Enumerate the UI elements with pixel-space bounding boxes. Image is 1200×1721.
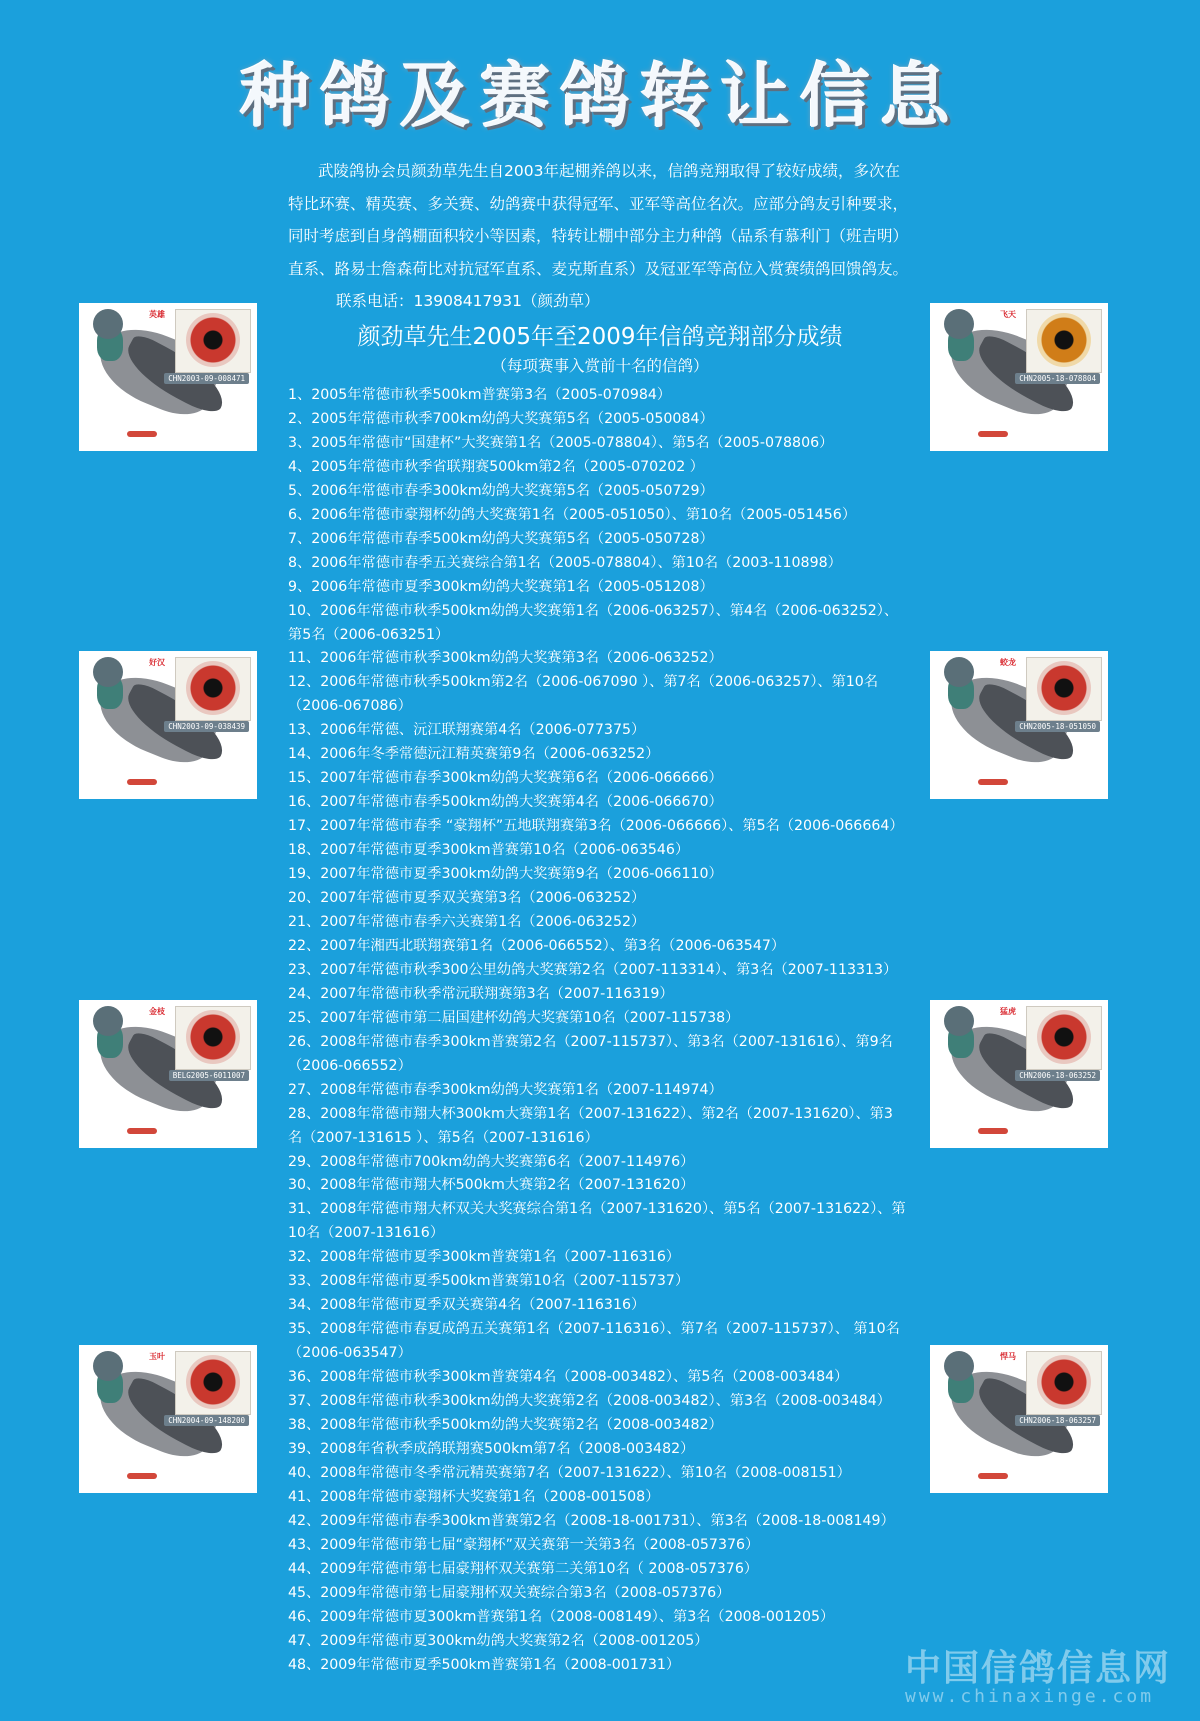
eye-photo	[175, 657, 251, 721]
iris-icon	[186, 1010, 240, 1064]
result-item: 17、2007年常德市春季 “豪翔杯”五地联翔赛第3名（2006-066666）、第5名（2006-066664）	[288, 818, 904, 835]
pigeon-card	[79, 303, 257, 451]
contact-phone: 联系电话：13908417931（颜劲草）	[336, 292, 600, 310]
result-item: 32、2008年常德市夏季300km普赛第1名（2007-116316）	[288, 1249, 681, 1266]
result-item: 38、2008年常德市秋季500km幼鸽大奖赛第2名（2008-003482）	[288, 1416, 723, 1433]
pigeon-name: 金枝	[149, 1007, 165, 1016]
pigeon-card	[930, 1345, 1108, 1493]
result-item: 9、2006年常德市夏季300km幼鸽大奖赛第1名（2005-051208）	[288, 578, 714, 595]
result-item: 5、2006年常德市春季300km幼鸽大奖赛第5名（2005-050729）	[288, 482, 714, 499]
iris-icon	[1037, 1010, 1091, 1064]
result-item: 47、2009年常德市夏300km幼鸽大奖赛第2名（2008-001205）	[288, 1632, 709, 1649]
result-item: 7、2006年常德市春季500km幼鸽大奖赛第5名（2005-050728）	[288, 530, 714, 547]
pigeon-name: 猛虎	[1000, 1007, 1016, 1016]
eye-photo	[1026, 657, 1102, 721]
result-item: 29、2008年常德市700km幼鸽大奖赛第6名（2007-114976）	[288, 1153, 695, 1170]
result-item: 3、2005年常德市“国建杯”大奖赛第1名（2005-078804）、第5名（2005-078806）	[288, 434, 834, 451]
result-item: 6、2006年常德市豪翔杯幼鸽大奖赛第1名（2005-051050）、第10名（2005-051456）	[288, 506, 857, 523]
result-item: 28、2008年常德市翔大杯300km大赛第1名（2007-131622）、第2名（2007-131620）、第3名（2007-131615 ）、第5名（2007-131616）	[288, 1105, 893, 1146]
pigeon-card	[930, 303, 1108, 451]
result-item: 46、2009年常德市夏300km普赛第1名（2008-008149）、第3名（2008-001205）	[288, 1608, 835, 1625]
ring-number: CHN2005-18-051050	[1015, 721, 1100, 732]
result-item: 19、2007年常德市夏季300km幼鸽大奖赛第9名（2006-066110）	[288, 866, 723, 883]
pigeon-card	[79, 1345, 257, 1493]
result-item: 12、2006年常德市秋季500km第2名（2006-067090 ）、第7名（2006-063257）、第10名（2006-067086）	[288, 674, 879, 715]
result-item: 15、2007年常德市春季300km幼鸽大奖赛第6名（2006-066666）	[288, 770, 723, 787]
ring-number: CHN2006-18-063252	[1015, 1070, 1100, 1081]
iris-icon	[1037, 1355, 1091, 1409]
pigeon-name: 蛟龙	[1000, 658, 1016, 667]
ring-number: CHN2006-18-063257	[1015, 1415, 1100, 1426]
iris-icon	[186, 313, 240, 367]
pigeon-feet-icon	[978, 1128, 1008, 1134]
result-item: 34、2008年常德市夏季双关赛第4名（2007-116316）	[288, 1297, 646, 1314]
pigeon-name: 悍马	[1000, 1352, 1016, 1361]
pigeon-head-icon	[93, 657, 123, 687]
result-item: 42、2009年常德市春季300km普赛第2名（2008-18-001731）、第3名（2008-18-008149）	[288, 1512, 895, 1529]
result-item: 39、2008年省秋季成鸽联翔赛500km第7名（2008-003482）	[288, 1440, 695, 1457]
result-item: 44、2009年常德市第七届豪翔杯双关赛第二关第10名（ 2008-057376）	[288, 1560, 759, 1577]
pigeon-feet-icon	[978, 779, 1008, 785]
poster-title: 种鸽及赛鸽转让信息	[240, 55, 960, 137]
eye-photo	[1026, 309, 1102, 373]
iris-icon	[186, 661, 240, 715]
result-item: 48、2009年常德市夏季500km普赛第1名（2008-001731）	[288, 1656, 681, 1673]
pigeon-head-icon	[944, 657, 974, 687]
result-item: 14、2006年冬季常德沅江精英赛第9名（2006-063252）	[288, 746, 660, 763]
ring-number: CHN2003-09-008471	[164, 373, 249, 384]
pigeon-card	[79, 651, 257, 799]
result-item: 23、2007年常德市秋季300公里幼鸽大奖赛第2名（2007-113314）、第3名（2007-113313）	[288, 961, 898, 978]
pigeon-name: 好汉	[149, 658, 165, 667]
pigeon-head-icon	[944, 1006, 974, 1036]
ring-number: BELG2005-6011007	[169, 1070, 249, 1081]
pigeon-head-icon	[93, 1006, 123, 1036]
result-item: 35、2008年常德市春夏成鸽五关赛第1名（2007-116316）、第7名（2007-115737）、 第10名（2006-063547）	[288, 1321, 900, 1362]
eye-photo	[1026, 1351, 1102, 1415]
pigeon-head-icon	[944, 1351, 974, 1381]
result-item: 40、2008年常德市冬季常沅精英赛第7名（2007-131622）、第10名（2008-008151）	[288, 1464, 851, 1481]
result-item: 33、2008年常德市夏季500km普赛第10名（2007-115737）	[288, 1273, 690, 1290]
result-item: 21、2007年常德市春季六关赛第1名（2006-063252）	[288, 913, 646, 930]
pigeon-card	[79, 1000, 257, 1148]
iris-icon	[186, 1355, 240, 1409]
iris-icon	[1037, 313, 1091, 367]
pigeon-head-icon	[944, 309, 974, 339]
pigeon-name: 飞天	[1000, 310, 1016, 319]
pigeon-feet-icon	[978, 1473, 1008, 1479]
result-item: 22、2007年湘西北联翔赛第1名（2006-066552）、第3名（2006-063547）	[288, 937, 786, 954]
result-item: 43、2009年常德市第七届“豪翔杯”双关赛第一关第3名（2008-057376）	[288, 1536, 760, 1553]
result-item: 2、2005年常德市秋季700km幼鸽大奖赛第5名（2005-050084）	[288, 410, 714, 427]
pigeon-feet-icon	[127, 1128, 157, 1134]
results-list	[288, 384, 906, 1677]
result-item: 26、2008年常德市春季300km普赛第2名（2007-115737）、第3名（2007-131616）、第9名（2006-066552）	[288, 1033, 893, 1074]
result-item: 30、2008年常德市翔大杯500km大赛第2名（2007-131620）	[288, 1177, 695, 1194]
eye-photo	[175, 1351, 251, 1415]
result-item: 36、2008年常德市秋季300km普赛第4名（2008-003482）、第5名（2008-003484）	[288, 1369, 849, 1386]
pigeon-card	[930, 1000, 1108, 1148]
iris-icon	[1037, 661, 1091, 715]
intro-paragraph	[288, 155, 908, 318]
result-item: 41、2008年常德市豪翔杯大奖赛第1名（2008-001508）	[288, 1488, 660, 1505]
result-item: 31、2008年常德市翔大杯双关大奖赛综合第1名（2007-131620）、第5名（2007-131622）、第10名（2007-131616）	[288, 1201, 906, 1242]
ring-number: CHN2005-18-078804	[1015, 373, 1100, 384]
result-item: 37、2008年常德市秋季300km幼鸽大奖赛第2名（2008-003482）、第3名（2008-003484）	[288, 1393, 891, 1410]
result-item: 45、2009年常德市第七届豪翔杯双关赛综合第3名（2008-057376）	[288, 1584, 731, 1601]
result-item: 10、2006年常德市秋季500km幼鸽大奖赛第1名（2006-063257）、第4名（2006-063252）、第5名（2006-063251）	[288, 602, 899, 643]
result-item: 27、2008年常德市春季300km幼鸽大奖赛第1名（2007-114974）	[288, 1081, 723, 1098]
pigeon-feet-icon	[127, 779, 157, 785]
result-item: 18、2007年常德市夏季300km普赛第10名（2006-063546）	[288, 842, 690, 859]
eye-photo	[175, 309, 251, 373]
result-item: 13、2006年常德、沅江联翔赛第4名（2006-077375）	[288, 722, 646, 739]
pigeon-head-icon	[93, 1351, 123, 1381]
pigeon-feet-icon	[978, 431, 1008, 437]
eye-photo	[175, 1006, 251, 1070]
intro-text: 武陵鸽协会员颜劲草先生自2003年起棚养鸽以来，信鸽竞翔取得了较好成绩，多次在特比环赛、精英赛、多关赛、幼鸽赛中获得冠军、亚军等高位名次。应部分鸽友引种要求，同时考虑到自身鸽棚面积较小等因素，特转让棚中部分主力种鸽（品系有慕利门（班吉明）直系、路易士詹森荷比对抗冠军直系、麦克斯直系）及冠亚军等高位入赏赛绩鸽回馈鸽友。	[288, 162, 909, 278]
result-item: 24、2007年常德市秋季常沅联翔赛第3名（2007-116319）	[288, 985, 674, 1002]
result-item: 11、2006年常德市秋季300km幼鸽大奖赛第3名（2006-063252）	[288, 650, 723, 667]
pigeon-feet-icon	[127, 431, 157, 437]
pigeon-head-icon	[93, 309, 123, 339]
result-item: 20、2007年常德市夏季双关赛第3名（2006-063252）	[288, 890, 646, 907]
pigeon-feet-icon	[127, 1473, 157, 1479]
result-item: 4、2005年常德市秋季省联翔赛500km第2名（2005-070202 ）	[288, 458, 704, 475]
results-heading: 颜劲草先生2005年至2009年信鸽竞翔部分成绩	[357, 324, 843, 350]
eye-photo	[1026, 1006, 1102, 1070]
pigeon-card	[930, 651, 1108, 799]
watermark-site-name: 中国信鸽信息网	[905, 1648, 1172, 1689]
ring-number: CHN2004-09-148200	[164, 1415, 249, 1426]
result-item: 8、2006年常德市春季五关赛综合第1名（2005-078804）、第10名（2003-110898）	[288, 554, 842, 571]
ring-number: CHN2003-09-038439	[164, 721, 249, 732]
results-subnote: （每项赛事入赏前十名的信鸽）	[491, 357, 709, 375]
result-item: 16、2007年常德市春季500km幼鸽大奖赛第4名（2006-066670）	[288, 794, 723, 811]
pigeon-name: 英雄	[149, 310, 165, 319]
watermark-url: www.chinaxinge.com	[905, 1686, 1155, 1707]
pigeon-name: 玉叶	[149, 1352, 165, 1361]
result-item: 25、2007年常德市第二届国建杯幼鸽大奖赛第10名（2007-115738）	[288, 1009, 740, 1026]
result-item: 1、2005年常德市秋季500km普赛第3名（2005-070984）	[288, 387, 672, 403]
